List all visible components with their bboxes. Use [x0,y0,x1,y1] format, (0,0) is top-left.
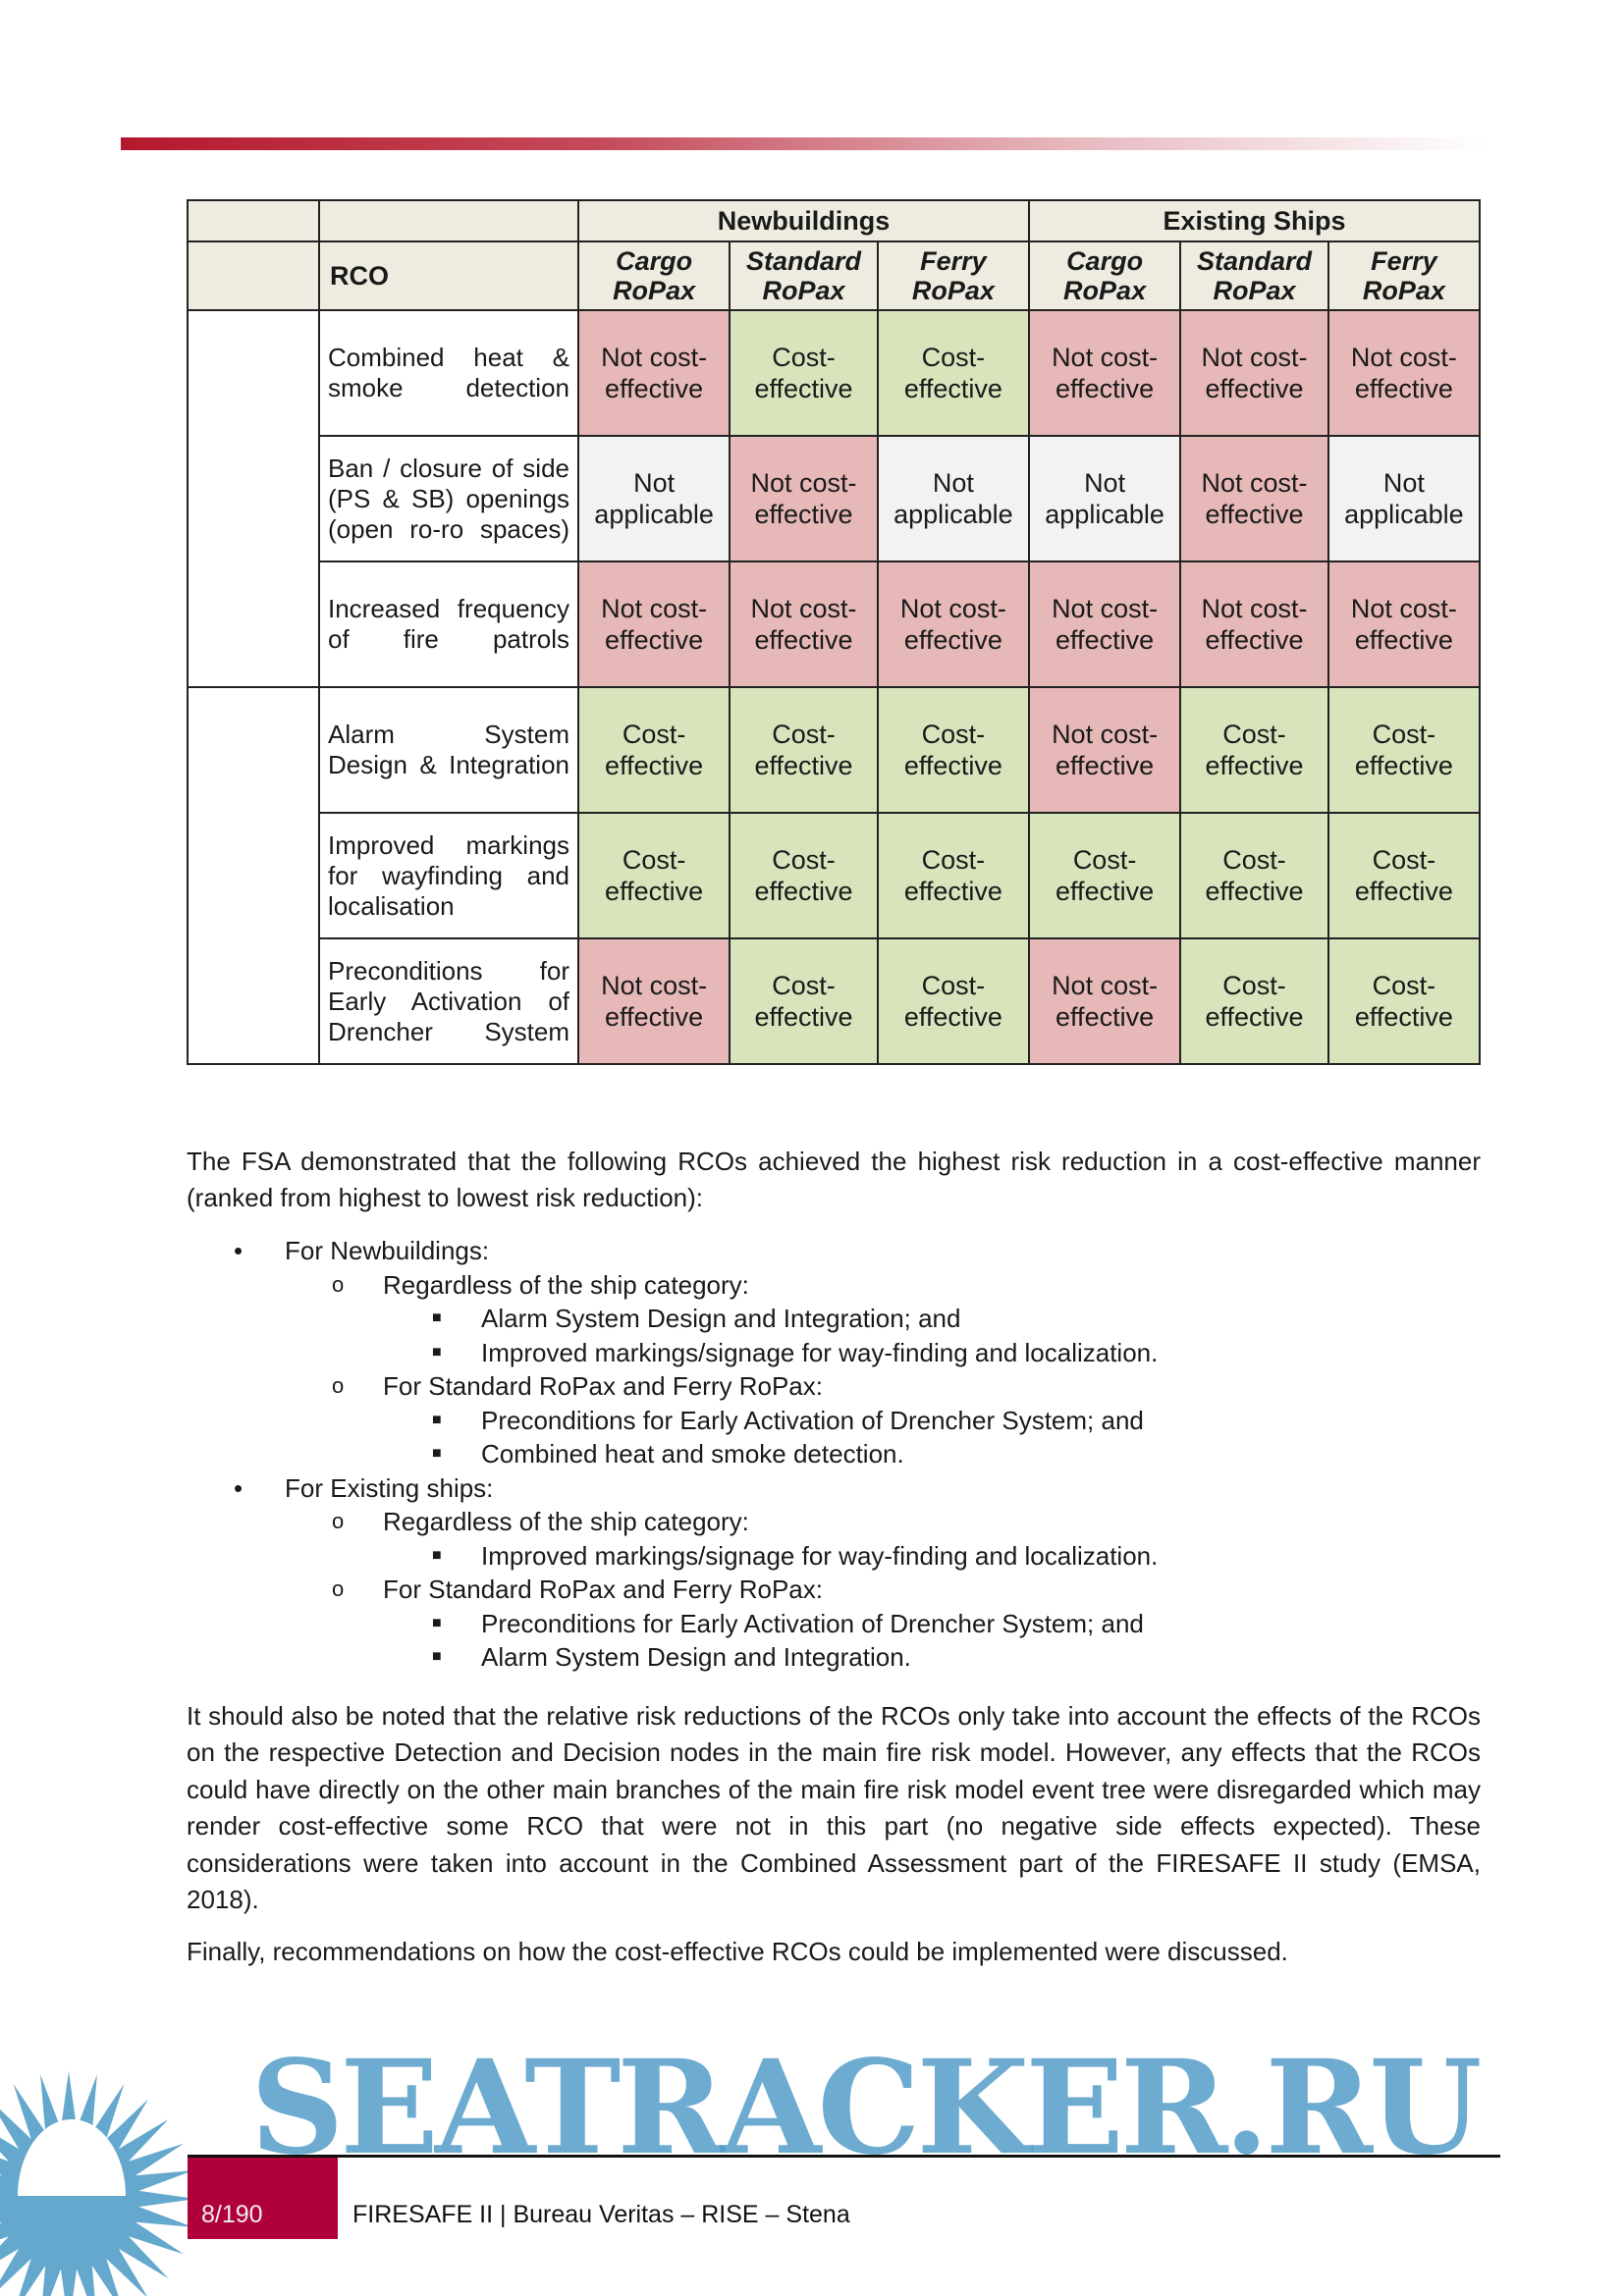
bullet-icon: ■ [432,1309,442,1326]
category-cell [188,310,319,687]
ship-type-line1: Cargo [616,246,693,276]
ship-type-line2: RoPax [911,276,995,305]
status-cell: Cost-effective [1328,938,1480,1064]
bullet-icon: o [332,1576,345,1601]
list-item [187,1607,1481,1641]
category-cell [188,687,319,1064]
list-item-text: For Standard RoPax and Ferry RoPax: [383,1371,823,1401]
ship-type-line1: Standard [1196,246,1312,276]
list-item [187,1404,1481,1438]
status-cell: Not cost-effective [1180,310,1328,436]
status-cell: Not cost-effective [578,938,730,1064]
status-cell: Cost-effective [1029,813,1180,938]
header-ship-type [1029,241,1180,310]
table-header-ship-row [188,241,1480,310]
list-item-text: Improved markings/signage for way-finding and localization. [481,1540,1159,1571]
header-rco: RCO [319,241,578,310]
header-ship-type [578,241,730,310]
rco-ranking-list [187,1234,1481,1675]
list-item [187,1336,1481,1370]
header-ship-type [1328,241,1480,310]
list-item [187,1369,1481,1404]
list-item [187,1234,1481,1268]
rco-name-cell: Alarm System Design & Integration [319,687,578,813]
status-cell: Not cost-effective [1029,687,1180,813]
status-cell: Not applicable [1029,436,1180,561]
table-row [188,561,1480,687]
final-paragraph: Finally, recommendations on how the cost-effective RCOs could be implemented were discussed. [187,1937,1288,1966]
list-item-text: Alarm System Design and Integration. [481,1642,911,1672]
list-item-text: Alarm System Design and Integration; and [481,1304,961,1333]
status-cell: Cost-effective [578,813,730,938]
header-blank [188,200,319,241]
status-cell: Not cost-effective [1180,436,1328,561]
header-newbuildings: Newbuildings [578,200,1029,241]
rco-name-cell: Combined heat & smoke detection [319,310,578,436]
status-cell: Cost-effective [730,310,878,436]
status-cell: Cost-effective [1180,687,1328,813]
list-item-text: Regardless of the ship category: [383,1269,749,1300]
list-item [187,1302,1481,1336]
list-item-text: Improved markings/signage for way-finding and localization. [481,1337,1159,1367]
considerations-paragraph: It should also be noted that the relative risk reductions of the RCOs only take into account the effects of the RCOs on the respective Detection and Decision nodes in the main fire risk model. However, any effects that the RCOs could have directly on the other main branches of the main fire risk model event tree were disregarded which may render cost-effective some RCO that were not in this part (no negative side effects expected). These considerations were taken into account in the Combined Assessment part of the FIRESAFE II study (EMSA, 2018). [187,1701,1481,1915]
header-blank [319,200,578,241]
status-cell: Cost-effective [878,813,1029,938]
bullet-icon: o [332,1509,345,1533]
status-cell: Not cost-effective [578,561,730,687]
bullet-icon: ■ [432,1343,442,1361]
page-number: 8/190 [201,2201,263,2228]
status-cell: Not cost-effective [1180,561,1328,687]
list-item [187,1471,1481,1506]
ship-type-line2: RoPax [613,276,696,305]
list-item [187,1505,1481,1539]
header-ship-type [878,241,1029,310]
bullet-icon: ■ [432,1411,442,1428]
table-row [188,436,1480,561]
rco-name-cell: Preconditions for Early Activation of Drencher System [319,938,578,1064]
status-cell: Cost-effective [1180,813,1328,938]
status-cell: Not applicable [578,436,730,561]
table-header-group-row [188,200,1480,241]
list-item-text: Combined heat and smoke detection. [481,1439,904,1468]
bullet-icon: • [234,1236,244,1265]
table-row [188,310,1480,436]
status-cell: Cost-effective [1328,687,1480,813]
status-cell: Not cost-effective [578,310,730,436]
ship-type-line1: Cargo [1066,246,1144,276]
header-accent-bar [121,137,1486,150]
status-cell: Not applicable [878,436,1029,561]
rco-name-cell: Ban / closure of side (PS & SB) openings (open ro-ro spaces) [319,436,578,561]
table-row [188,687,1480,813]
status-cell: Cost-effective [878,938,1029,1064]
list-item-text: For Standard RoPax and Ferry RoPax: [383,1575,823,1604]
header-ship-type [730,241,878,310]
footer-text: FIRESAFE II | Bureau Veritas – RISE – Stena [352,2201,850,2228]
ship-type-line1: Ferry [920,246,987,276]
list-item [187,1437,1481,1471]
ship-type-line2: RoPax [1213,276,1296,305]
status-cell: Cost-effective [730,938,878,1064]
status-cell: Cost-effective [730,813,878,938]
status-cell: Not cost-effective [1029,938,1180,1064]
status-cell: Not cost-effective [1328,561,1480,687]
bullet-icon: ■ [432,1648,442,1665]
status-cell: Cost-effective [878,687,1029,813]
status-cell: Not cost-effective [730,436,878,561]
status-cell: Not applicable [1328,436,1480,561]
status-cell: Not cost-effective [1029,310,1180,436]
ship-type-line2: RoPax [762,276,845,305]
list-item-text: Preconditions for Early Activation of Drencher System; and [481,1608,1144,1638]
watermark-logo: SEATRACKER.RU [250,2032,1479,2184]
status-cell: Cost-effective [1328,813,1480,938]
status-cell: Not cost-effective [730,561,878,687]
list-item [187,1640,1481,1675]
header-blank [188,241,319,310]
status-cell: Not cost-effective [1328,310,1480,436]
rco-name-cell: Increased frequency of fire patrols [319,561,578,687]
list-item-text: Preconditions for Early Activation of Drencher System; and [481,1405,1144,1435]
intro-paragraph: The FSA demonstrated that the following RCOs achieved the highest risk reduction in a cost-effective manner (ranked from highest to lowest risk reduction): [187,1147,1481,1213]
bullet-icon: ■ [432,1546,442,1564]
bullet-icon: • [234,1472,244,1503]
bullet-icon: o [332,1373,345,1398]
status-cell: Cost-effective [878,310,1029,436]
list-item-text: For Newbuildings: [285,1236,490,1265]
list-item [187,1268,1481,1303]
ship-type-line1: Standard [745,246,861,276]
ship-type-line2: RoPax [1362,276,1445,305]
bullet-icon: ■ [432,1445,442,1462]
list-item-text: For Existing ships: [285,1472,494,1503]
table-row [188,813,1480,938]
status-cell: Cost-effective [730,687,878,813]
bullet-icon: o [332,1271,345,1297]
status-cell: Not cost-effective [878,561,1029,687]
status-cell: Cost-effective [1180,938,1328,1064]
status-cell: Cost-effective [578,687,730,813]
rco-table [187,199,1481,1065]
header-ship-type [1180,241,1328,310]
list-item-text: Regardless of the ship category: [383,1507,749,1536]
list-item [187,1539,1481,1574]
rco-name-cell: Improved markings for wayfinding and localisation [319,813,578,938]
table-row [188,938,1480,1064]
list-item [187,1573,1481,1607]
ship-type-line1: Ferry [1371,246,1437,276]
ship-type-line2: RoPax [1063,276,1147,305]
header-existing-ships: Existing Ships [1029,200,1480,241]
status-cell: Not cost-effective [1029,561,1180,687]
bullet-icon: ■ [432,1614,442,1631]
